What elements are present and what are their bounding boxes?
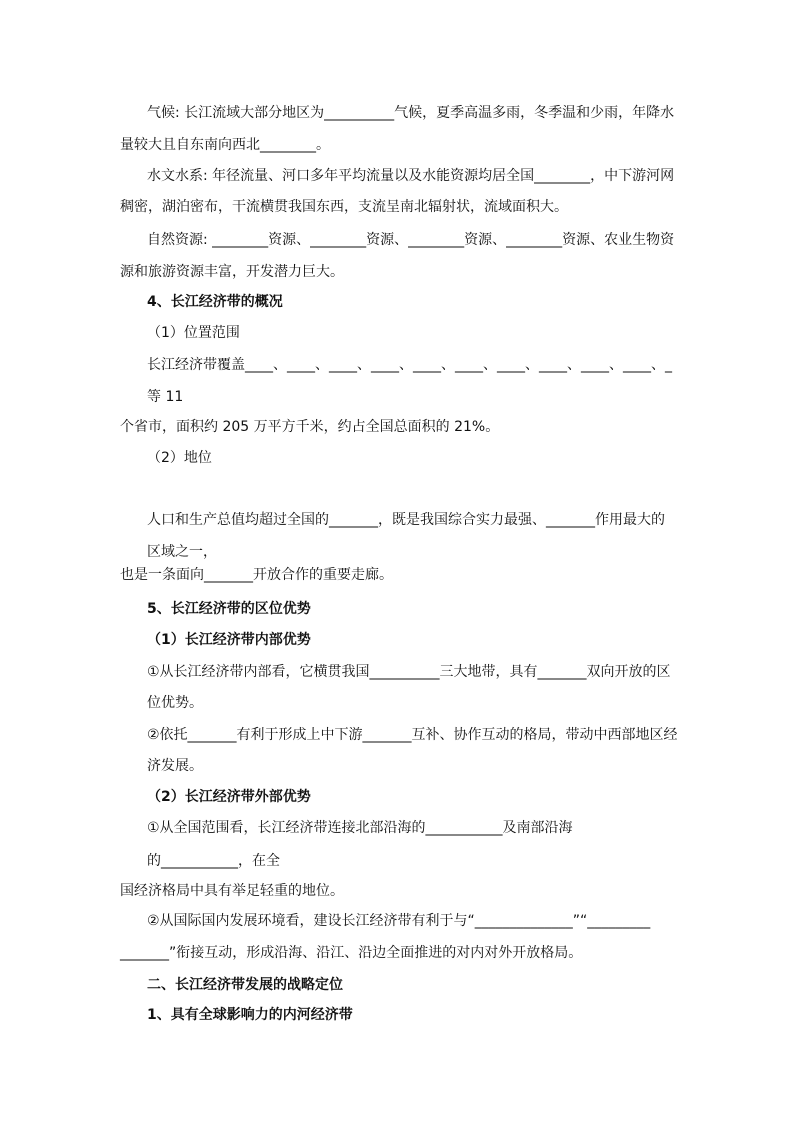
text-line-resources-2: 源和旅游资源丰富，开发潜力巨大。 xyxy=(120,264,344,280)
text-line-status-2: 区域之一， xyxy=(147,544,217,560)
heading-advantages: 5、长江经济带的区位优势 xyxy=(147,601,311,617)
text-line-resources-1: 自然资源: ________资源、________资源、________资源、________资源、农业生物资 xyxy=(147,232,675,248)
text-line-location-2: 等 11 xyxy=(147,389,184,405)
subheading-inland-river: 1、具有全球影响力的内河经济带 xyxy=(147,1007,353,1023)
text-line-external-5: _______”衔接互动，形成沿海、沿江、沿边全面推进的对内对外开放格局。 xyxy=(120,945,583,961)
subheading-internal: （1）长江经济带内部优势 xyxy=(147,632,311,648)
heading-strategy: 二、长江经济带发展的战略定位 xyxy=(147,977,343,993)
text-line-location-1: 长江经济带覆盖____、____、____、____、____、____、____、____、____、____、_ xyxy=(147,357,672,373)
subheading-external: （2）长江经济带外部优势 xyxy=(147,789,311,805)
text-line-hydrology-2: 稠密，湖泊密布，干流横贯我国东西，支流呈南北辐射状，流域面积大。 xyxy=(120,199,568,215)
text-line-external-1: ①从全国范围看，长江经济带连接北部沿海的___________及南部沿海 xyxy=(147,820,573,836)
text-line-hydrology-1: 水文水系: 年径流量、河口多年平均流量以及水能资源均居全国________，中下游河网 xyxy=(147,168,675,184)
heading-overview: 4、长江经济带的概况 xyxy=(147,294,283,310)
text-line-internal-2: 位优势。 xyxy=(147,695,203,711)
text-line-external-4: ②从国际国内发展环境看，建设长江经济带有利于与“______________”“_________ xyxy=(147,913,651,929)
text-line-climate-1: 气候: 长江流域大部分地区为__________气候，夏季高温多雨，冬季温和少雨，年降水 xyxy=(147,105,675,121)
subheading-location: （1）位置范围 xyxy=(147,325,240,341)
text-line-internal-3: ②依托_______有利于形成上中下游_______互补、协作互动的格局，带动中西部地区经 xyxy=(147,727,678,743)
text-line-internal-4: 济发展。 xyxy=(147,758,203,774)
text-line-location-3: 个省市，面积约 205 万平方千米，约占全国总面积的 21%。 xyxy=(120,419,500,435)
text-line-internal-1: ①从长江经济带内部看，它横贯我国__________三大地带，具有_______双向开放的区 xyxy=(147,664,671,680)
text-line-external-2: 的___________，在全 xyxy=(147,853,280,869)
text-line-status-3: 也是一条面向_______开放合作的重要走廊。 xyxy=(120,567,393,583)
text-line-external-3: 国经济格局中具有举足轻重的地位。 xyxy=(120,883,344,899)
text-line-climate-2: 量较大且自东南向西北________。 xyxy=(120,137,330,153)
text-line-status-1: 人口和生产总值均超过全国的_______，既是我国综合实力最强、_______作用最大的 xyxy=(147,512,665,528)
subheading-status: （2）地位 xyxy=(147,450,212,466)
